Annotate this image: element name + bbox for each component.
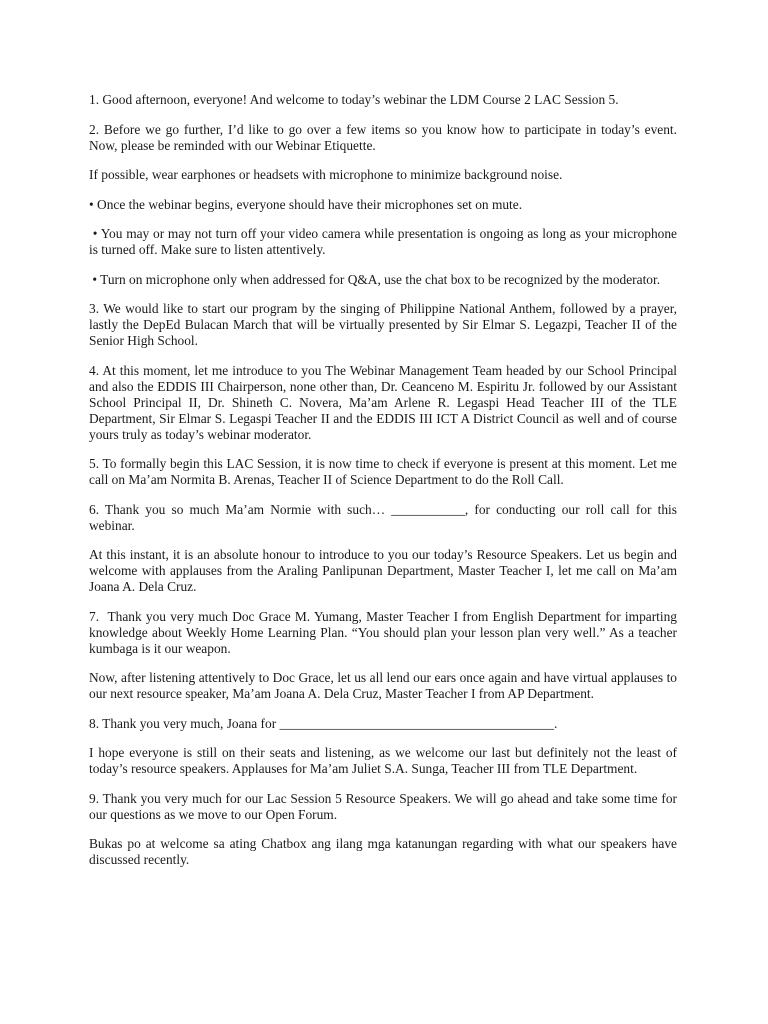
paragraph: Bukas po at welcome sa ating Chatbox ang ilang mga katanungan regarding with what our speakers have discussed recently. (89, 836, 677, 867)
paragraph: 6. Thank you so much Ma’am Normie with such… ___________, for conducting our roll call for this webinar. (89, 501, 677, 533)
paragraph: Now, after listening attentively to Doc Grace, let us all lend our ears once again and have virtual applauses to our next resource speaker, Ma’am Joana A. Dela Cruz, Master Teacher I from AP Department. (89, 670, 677, 701)
bullet-item: • Turn on microphone only when addressed for Q&A, use the chat box to be recognized by the moderator. (89, 271, 661, 287)
bullet-item: • Once the webinar begins, everyone should have their microphones set on mute. (89, 196, 523, 212)
document-body (89, 92, 677, 882)
paragraph: I hope everyone is still on their seats and listening, as we welcome our last but definitely not the least of today’s resource speakers. Applauses for Ma’am Juliet S.A. Sunga, Teacher III from TLE Department. (89, 745, 677, 776)
paragraph: 3. We would like to start our program by the singing of Philippine National Anthem, followed by a prayer, lastly the DepEd Bulacan March that will be virtually presented by Sir Elmar S. Legazpi, Teacher II of the Senior High School. (89, 301, 677, 348)
paragraph: 5. To formally begin this LAC Session, it is now time to check if everyone is present at this moment. Let me call on Ma’am Normita B. Arenas, Teacher II of Science Department to do the Roll Call. (89, 456, 677, 487)
bullet-item: • You may or may not turn off your video camera while presentation is ongoing as long as your microphone is turned off. Make sure to listen attentively. (89, 226, 677, 257)
paragraph: At this instant, it is an absolute honour to introduce to you our today’s Resource Speakers. Let us begin and welcome with applauses from the Araling Panlipunan Department, Master Teacher I, let me call on Ma’am Joana A. Dela Cruz. (89, 547, 677, 594)
paragraph: 7. Thank you very much Doc Grace M. Yumang, Master Teacher I from English Department for imparting knowledge about Weekly Home Learning Plan. “You should plan your lesson plan very well.” As a teacher kumbaga is it our weapon. (89, 608, 677, 656)
paragraph: If possible, wear earphones or headsets with microphone to minimize background noise. (89, 167, 563, 182)
paragraph: 9. Thank you very much for our Lac Session 5 Resource Speakers. We will go ahead and take some time for our questions as we move to our Open Forum. (89, 790, 677, 822)
paragraph: 4. At this moment, let me introduce to you The Webinar Management Team headed by our School Principal and also the EDDIS III Chairperson, none other than, Dr. Ceanceno M. Espiritu Jr. followed by our Assistant School Principal II, Dr. Shineth C. Novera, Ma’am Arlene R. Legaspi Head Teacher III of the TLE Department, Sir Elmar S. Legaspi Teacher II and the EDDIS III ICT A District Council as well and of course yours truly as today’s webinar moderator. (89, 362, 677, 442)
paragraph: 2. Before we go further, I’d like to go over a few items so you know how to participate in today’s event. Now, please be reminded with our Webinar Etiquette. (89, 121, 677, 153)
paragraph: 8. Thank you very much, Joana for _________________________________________. (89, 715, 558, 731)
paragraph: 1. Good afternoon, everyone! And welcome to today’s webinar the LDM Course 2 LAC Session 5. (89, 92, 619, 107)
